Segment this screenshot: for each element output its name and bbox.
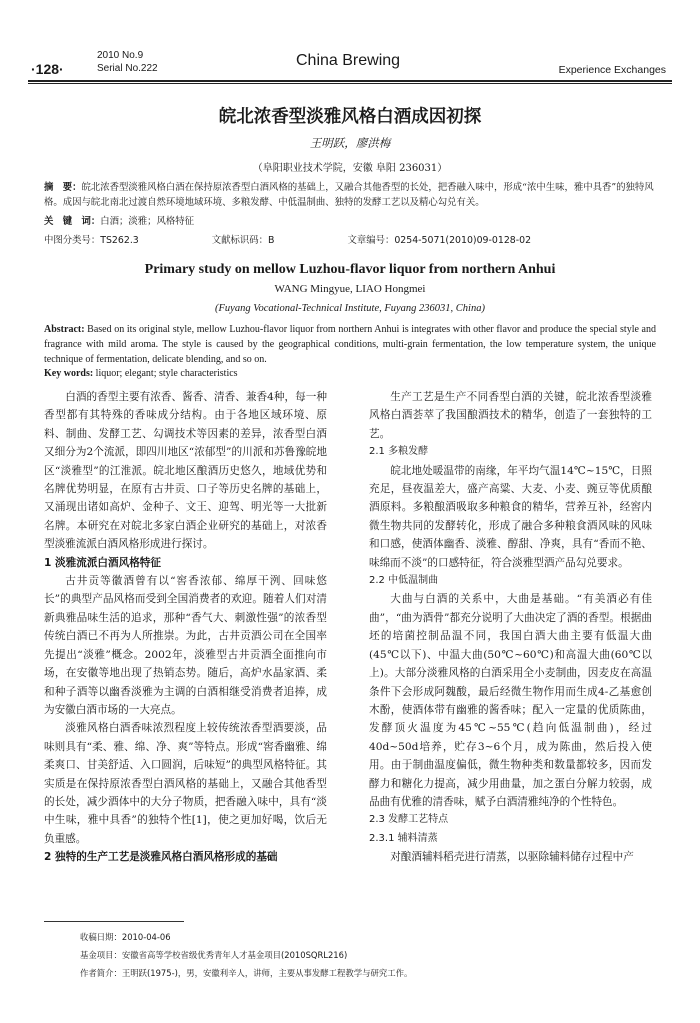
english-affiliation: (Fuyang Vocational-Technical Institute, Fuyang 236031, China)	[215, 303, 485, 314]
document-code: 文献标识码：B	[211, 235, 275, 246]
subsubsection-heading: 2.3.1 辅料清蒸	[369, 832, 438, 844]
footnote-author-bio: 作者简介：王明跃(1975-)，男，安徽利辛人，讲师，主要从事发酵工程教学与研究工作。	[80, 968, 413, 978]
issue-info	[97, 49, 158, 75]
abstract-cn	[44, 180, 654, 210]
footnote	[80, 928, 660, 982]
paragraph: 生产工艺是生产不同香型白酒的关键，皖北浓香型淡雅风格白酒荟萃了我国酿酒技术的精华，创造了一套独特的工艺。	[369, 391, 652, 440]
english-authors: WANG Mingyue, LIAO Hongmei	[274, 283, 426, 295]
paragraph: 对酿酒辅料稻壳进行清蒸，以驱除辅料储存过程中产	[390, 851, 634, 864]
paragraph: 大曲与白酒的关系中，大曲是基础。“有美酒必有佳曲”，“曲为酒骨”都充分说明了大曲决定了酒的香型。根据曲坯的培菌控制品温不同，我国白酒大曲主要有低温大曲(45℃以下)、中温大曲(50℃~60℃)和高温大曲(60℃以上)。大部分淡雅风格的白酒采用全小麦制曲，因麦皮在高温条件下会形成阿魏酸，最后经微生物作用而生成4-乙基愈创木酚，使酒体带有幽雅的酱香味；配入一定量的优质陈曲，发酵顶火温度为45℃~55℃(趋向低温制曲)，经过40d~50d培养，贮存3~6个月，成为陈曲，然后投入使用。由于制曲温度偏低，微生物种类和数量都较多，因而发酵力和糖化力提高，减少用曲量，加之蛋白分解力较弱，成品曲有优雅的清香味，赋予白酒清雅纯净的个性特色。	[369, 593, 652, 808]
paragraph: 皖北地处暖温带的南缘，年平均气温14℃~15℃，日照充足，昼夜温差大，盛产高粱、大麦、小麦、豌豆等优质酿酒原料。多粮酿酒吸取多种粮食的精华，营养互补，经窖内微生物共同的发酵转化，形成了融合多种粮食酒风味的风味和口感，使酒体幽香、淡雅、醇甜、净爽，具有“香而不艳、味绵而不淡”的口感特征，符合淡雅型酒产品勾兑要求。	[369, 464, 652, 569]
page-number: ·128·	[31, 61, 64, 77]
paragraph: 古井贡等徽酒曾有以“窖香浓郁、绵厚干洌、回味悠长”的典型产品风格而受到全国消费者的欢迎。随着人们对清新典雅品味生活的追求，那种“香气大、刺激性强”的浓香型传统白酒已不再为人所推崇。为此，古井贡酒公司在全国率先提出“淡雅”概念。2002年，淡雅型古井贡酒全面推向市场，在安徽等地出现了热销态势。随后，高炉水晶家酒、柔和种子酒等以幽香淡雅为主调的白酒相继受消费者追捧，成为安徽白酒市场的一大亮点。	[44, 575, 327, 716]
english-abstract-text: Based on its original style, mellow Luzhou-flavor liquor from northern Anhui is integrates with other flavor and produce the special style and fragrance with mild aroma. The style is caused by the geographical conditions, multi-grain fermentation, the low temperature system, the unique technique of fermentation, delicate blending, and so on.	[44, 324, 656, 365]
subsection-heading: 2.1 多粮发酵	[369, 446, 429, 458]
english-abstract-label: Abstract:	[44, 324, 85, 335]
volume-label: 2010 No.9	[97, 50, 144, 61]
english-abstract	[44, 322, 656, 367]
paragraph: 白酒的香型主要有浓香、酱香、清香、兼香4种，每一种香型都有其特殊的香味成分结构。由于各地区域环境、原料、制曲、发酵工艺、勾调技术等因素的差异，浓香型白酒又细分为2个流派，即四川地区“浓郁型”的川派和苏鲁豫皖地区“淡雅型”的江淮派。皖北地区酿酒历史悠久，地域优势和名牌优势明显，在原有古井贡、口子等历史名牌的基础上，又涌现出诸如高炉、金种子、文王、迎驾、明光等一大批新名牌。本研究在对皖北多家白酒企业研究的基础上，对浓香型淡雅流派白酒风格形成进行探讨。	[44, 391, 327, 551]
paper-title: 皖北浓香型淡雅风格白酒成因初探	[218, 107, 482, 127]
body-column-right	[369, 388, 652, 867]
keywords-label: 关 键 词：	[44, 216, 101, 227]
footnote-fund: 基金项目：安徽省高等学校省级优秀青年人才基金项目(2010SQRL216)	[80, 950, 348, 960]
footnote-received: 收稿日期：2010-04-06	[80, 932, 171, 942]
subsection-heading: 2.3 发酵工艺特点	[369, 814, 449, 826]
article-number: 文章编号：0254-5071(2010)09-0128-02	[347, 235, 532, 246]
journal-name: China Brewing	[296, 52, 401, 69]
subsection-heading: 2.2 中低温制曲	[369, 575, 439, 587]
clc-number: 中图分类号：TS262.3	[44, 235, 139, 246]
serial-label: Serial No.222	[97, 63, 158, 74]
english-keywords	[44, 368, 656, 379]
header-rule-thick	[28, 80, 672, 82]
section-name: Experience Exchanges	[558, 64, 666, 76]
header-rule-thin	[28, 83, 672, 84]
body-column-left	[44, 388, 327, 867]
english-title: Primary study on mellow Luzhou-flavor liquor from northern Anhui	[144, 262, 556, 277]
paper-authors: 王明跃，廖洪梅	[309, 136, 391, 150]
english-keywords-label: Key words:	[44, 368, 94, 379]
paragraph: 淡雅风格白酒香味浓烈程度上较传统浓香型酒要淡，品味则具有“柔、雅、绵、净、爽”等特点。形成“窖香幽雅、绵柔爽口、甘美舒适、入口圆润，后味短”的典型风格特征。其实质是在保持原浓香型白酒风格的基础上，又融合其他香型的长处，减少酒体中的大分子物质，把香融入味中，具有“淡中生味，雅中具香”的独特个性[1]，使之更加好喝，饮后无负重感。	[44, 722, 327, 845]
english-keywords-text: liquor; elegant; style characteristics	[93, 368, 238, 379]
abstract-text: 皖北浓香型淡雅风格白酒在保持原浓香型白酒风格的基础上，又融合其他香型的长处，把香融入味中，形成“浓中生味，雅中具香”的独特风格。成因与皖北南北过渡自然环境地域环境、多粮发酵、中低温制曲、独特的发酵工艺以及精心勾兑有关。	[44, 182, 654, 208]
keywords-text: 白酒；淡雅；风格特征	[100, 216, 195, 227]
section-heading: 2 独特的生产工艺是淡雅风格白酒风格形成的基础	[44, 851, 278, 864]
classification-line	[44, 232, 654, 246]
page-header	[0, 0, 700, 80]
footnote-rule	[44, 921, 184, 922]
keywords-cn	[44, 213, 654, 227]
abstract-label: 摘 要：	[44, 182, 82, 193]
section-heading: 1 淡雅流派白酒风格特征	[44, 556, 161, 569]
paper-affiliation: （阜阳职业技术学院，安徽 阜阳 236031）	[252, 163, 448, 174]
